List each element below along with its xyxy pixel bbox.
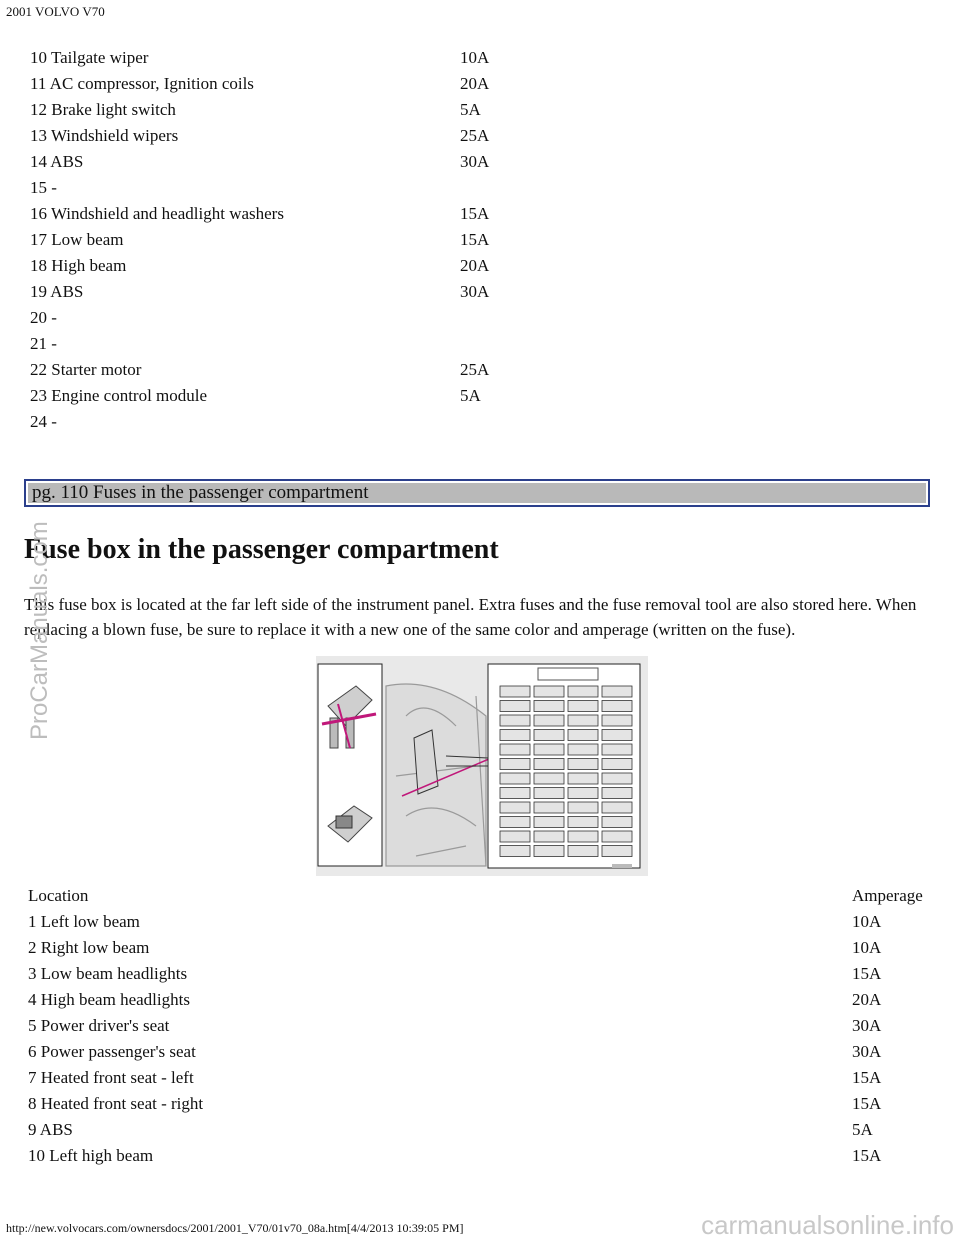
fuse-name: 16 Windshield and headlight washers bbox=[30, 204, 284, 223]
fuse-name: 24 - bbox=[30, 412, 57, 431]
table-row bbox=[30, 149, 550, 175]
fuse-name: 3 Low beam headlights bbox=[28, 964, 188, 983]
intro-paragraph: This fuse box is located at the far left side of the instrument panel. Extra fuses and the fuse removal tool are also stored here. When replacing a blown fuse, be sure to replace it with a new one of the same color and amperage (written on the fuse). bbox=[24, 595, 917, 639]
fuse-slot bbox=[602, 701, 632, 712]
table-row bbox=[28, 987, 932, 1013]
fuse-slot bbox=[602, 730, 632, 741]
fuse-slot bbox=[534, 802, 564, 813]
fuse-name: 10 Tailgate wiper bbox=[30, 48, 149, 67]
fuse-slot bbox=[500, 759, 530, 770]
fuse-slot bbox=[602, 802, 632, 813]
fuse-amperage: 10A bbox=[852, 938, 882, 957]
fuse-name: 17 Low beam bbox=[30, 230, 124, 249]
fuse-slot bbox=[568, 802, 598, 813]
table-row bbox=[30, 383, 550, 409]
fuse-name: 12 Brake light switch bbox=[30, 100, 176, 119]
fuse-amperage: 5A bbox=[460, 100, 481, 119]
fuse-slot bbox=[602, 686, 632, 697]
fuse-slot bbox=[568, 773, 598, 784]
fuse-slot bbox=[602, 773, 632, 784]
table-row bbox=[30, 305, 550, 331]
fuse-amperage: 20A bbox=[852, 990, 882, 1009]
section-title: pg. 110 Fuses in the passenger compartment bbox=[32, 482, 369, 503]
table-row bbox=[30, 175, 550, 201]
table-row bbox=[30, 123, 550, 149]
fuse-name: 11 AC compressor, Ignition coils bbox=[30, 74, 254, 93]
fuse-slot bbox=[500, 846, 530, 857]
fuse-amperage: 15A bbox=[460, 204, 490, 223]
fuse-slot bbox=[500, 686, 530, 697]
fuse-table-engine bbox=[30, 45, 550, 435]
fuse-table-passenger bbox=[28, 883, 932, 1169]
fuse-amperage: 15A bbox=[852, 1094, 882, 1113]
fuse-slot bbox=[602, 715, 632, 726]
table-row bbox=[28, 1039, 932, 1065]
fuse-name: 9 ABS bbox=[28, 1120, 73, 1139]
fuse-name: 23 Engine control module bbox=[30, 386, 208, 405]
fuse-slot bbox=[500, 831, 530, 842]
table-row bbox=[30, 331, 550, 357]
fuse-slot bbox=[568, 759, 598, 770]
fuse-name: 7 Heated front seat - left bbox=[28, 1068, 194, 1087]
fuse-slot bbox=[534, 817, 564, 828]
page-footer-url: http://new.volvocars.com/ownersdocs/2001/2001_V70/01v70_08a.htm[4/4/2013 10:39:05 PM] bbox=[6, 1221, 464, 1235]
fuse-slot bbox=[500, 802, 530, 813]
fuse-slot bbox=[500, 744, 530, 755]
table-row bbox=[28, 961, 932, 987]
fuse-slot bbox=[602, 831, 632, 842]
fuse-amperage: 5A bbox=[852, 1120, 873, 1139]
fuse-amperage: 20A bbox=[460, 74, 490, 93]
fuse-slot bbox=[602, 846, 632, 857]
fuse-slot bbox=[568, 744, 598, 755]
fuse-slot bbox=[568, 831, 598, 842]
fuse-name: 6 Power passenger's seat bbox=[28, 1042, 196, 1061]
fuse-name: 20 - bbox=[30, 308, 57, 327]
fuse-slot bbox=[534, 846, 564, 857]
fuse-name: 10 Left high beam bbox=[28, 1146, 154, 1165]
fuse-slot bbox=[534, 686, 564, 697]
table-row bbox=[30, 253, 550, 279]
fuse-slot bbox=[568, 788, 598, 799]
table-row bbox=[30, 409, 550, 435]
fuse-slot bbox=[534, 744, 564, 755]
fuse-slot bbox=[500, 817, 530, 828]
fuse-amperage: 30A bbox=[460, 282, 490, 301]
table-row bbox=[28, 1013, 932, 1039]
fuse-slot bbox=[568, 846, 598, 857]
fuse-slot bbox=[500, 730, 530, 741]
fuse-name: 5 Power driver's seat bbox=[28, 1016, 170, 1035]
fuse-slot bbox=[534, 773, 564, 784]
fuse-name: 19 ABS bbox=[30, 282, 84, 301]
table-row bbox=[28, 1143, 932, 1169]
fuse-amperage: 15A bbox=[852, 1146, 882, 1165]
bottom-watermark: carmanualsonline.info bbox=[701, 1210, 954, 1240]
fuse-amperage: 5A bbox=[460, 386, 481, 405]
fuse-name: 15 - bbox=[30, 178, 57, 197]
fuse-name: 22 Starter motor bbox=[30, 360, 142, 379]
table-row bbox=[28, 1091, 932, 1117]
table-row bbox=[30, 357, 550, 383]
fuse-name: 4 High beam headlights bbox=[28, 990, 190, 1009]
fuse-slot bbox=[534, 701, 564, 712]
fuse-amperage: 10A bbox=[460, 48, 490, 67]
column-header-location: Location bbox=[28, 886, 89, 905]
fuse-name: 8 Heated front seat - right bbox=[28, 1094, 204, 1113]
fuse-slot bbox=[500, 701, 530, 712]
table-header-row bbox=[28, 883, 932, 909]
fuse-slot bbox=[534, 715, 564, 726]
fuse-amperage: 20A bbox=[460, 256, 490, 275]
table-row bbox=[30, 201, 550, 227]
fuse-amperage: 30A bbox=[852, 1016, 882, 1035]
table-row bbox=[28, 1065, 932, 1091]
fuse-panel-inset bbox=[488, 664, 640, 868]
section-title-bar bbox=[24, 479, 930, 507]
fuse-amperage: 15A bbox=[852, 964, 882, 983]
fuse-puller-inset bbox=[318, 664, 382, 866]
fuse-slot bbox=[602, 788, 632, 799]
fuse-slot bbox=[602, 744, 632, 755]
fuse-amperage: 25A bbox=[460, 126, 490, 145]
fuse-slot bbox=[534, 759, 564, 770]
fuse-slot bbox=[500, 788, 530, 799]
fuse-slot bbox=[568, 686, 598, 697]
fuse-name: 13 Windshield wipers bbox=[30, 126, 179, 145]
fuse-slot bbox=[568, 817, 598, 828]
fuse-name: 21 - bbox=[30, 334, 57, 353]
fuse-slot bbox=[568, 701, 598, 712]
fuse-slot bbox=[568, 730, 598, 741]
fuse-amperage: 15A bbox=[460, 230, 490, 249]
fuse-name: 1 Left low beam bbox=[28, 912, 140, 931]
table-row bbox=[28, 909, 932, 935]
fuse-amperage: 15A bbox=[852, 1068, 882, 1087]
fuse-slot bbox=[602, 817, 632, 828]
table-row bbox=[30, 45, 550, 71]
page-heading: Fuse box in the passenger compartment bbox=[24, 534, 499, 565]
table-row bbox=[28, 935, 932, 961]
fuse-slot bbox=[534, 730, 564, 741]
fuse-amperage: 10A bbox=[852, 912, 882, 931]
table-row bbox=[30, 279, 550, 305]
side-watermark-text: ProCarManuals.com bbox=[26, 521, 53, 740]
fuse-name: 2 Right low beam bbox=[28, 938, 150, 957]
fuse-slot bbox=[534, 788, 564, 799]
table-row bbox=[30, 71, 550, 97]
table-row bbox=[28, 1117, 932, 1143]
fuse-amperage: 25A bbox=[460, 360, 490, 379]
fuse-name: 14 ABS bbox=[30, 152, 84, 171]
column-header-amperage: Amperage bbox=[852, 886, 923, 905]
fuse-box-diagram bbox=[316, 656, 648, 876]
fuse-slot bbox=[500, 773, 530, 784]
fuse-slot bbox=[500, 715, 530, 726]
fuse-amperage: 30A bbox=[852, 1042, 882, 1061]
table-row bbox=[30, 97, 550, 123]
fuse-name: 18 High beam bbox=[30, 256, 127, 275]
fuse-slot bbox=[568, 715, 598, 726]
page-header-title: 2001 VOLVO V70 bbox=[6, 4, 105, 19]
fuse-amperage: 30A bbox=[460, 152, 490, 171]
fuse-slot bbox=[534, 831, 564, 842]
fuse-slot bbox=[602, 759, 632, 770]
table-row bbox=[30, 227, 550, 253]
